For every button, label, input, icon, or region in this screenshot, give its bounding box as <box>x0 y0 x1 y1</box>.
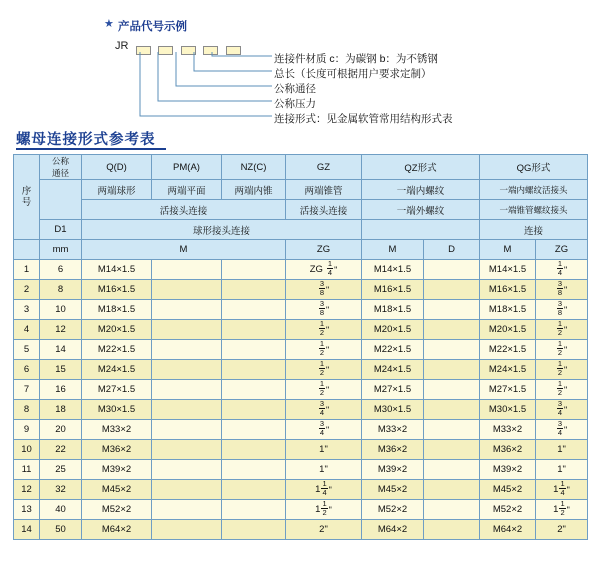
header-group-nz: NZ(C) <box>222 155 286 180</box>
cell-qz-d <box>424 440 480 460</box>
cell-qz-m: M16×1.5 <box>362 280 424 300</box>
header-shape-nz: 两端内锥 <box>222 180 286 200</box>
cell-dn: 50 <box>40 520 82 540</box>
cell-qz-d <box>424 340 480 360</box>
table-row <box>14 460 588 480</box>
header-conn-gz: 活接头连接 <box>286 200 362 220</box>
cell-qd: M64×2 <box>82 520 152 540</box>
header-unit-mm: mm <box>40 240 82 260</box>
cell-qg-zg: $\frac{1}{2}$ " <box>536 340 588 360</box>
cell-gz: 1" <box>286 440 362 460</box>
cell-index: 8 <box>14 400 40 420</box>
cell-dn: 20 <box>40 420 82 440</box>
cell-qz-m: M30×1.5 <box>362 400 424 420</box>
product-code-diagram <box>0 0 600 130</box>
table-row <box>14 520 588 540</box>
cell-qg-m: M36×2 <box>480 440 536 460</box>
header-group-qd: Q(D) <box>82 155 152 180</box>
cell-index: 1 <box>14 260 40 280</box>
cell-index: 6 <box>14 360 40 380</box>
cell-qz-d <box>424 380 480 400</box>
code-box <box>181 46 196 55</box>
header-group-qz: QZ形式 <box>362 155 480 180</box>
cell-qz-d <box>424 500 480 520</box>
cell-nz <box>222 300 286 320</box>
header-index-char2: 号 <box>21 197 32 208</box>
nut-connection-spec-table <box>13 154 588 540</box>
header-conn-qd-pm-nz: 活接头连接 <box>82 200 286 220</box>
cell-qg-m: M14×1.5 <box>480 260 536 280</box>
header-dn-l1: 公称 <box>51 156 69 166</box>
cell-qd: M33×2 <box>82 420 152 440</box>
cell-pm <box>152 460 222 480</box>
cell-dn: 12 <box>40 320 82 340</box>
cell-qg-zg: $\frac{1}{2}$ " <box>536 380 588 400</box>
cell-dn: 22 <box>40 440 82 460</box>
cell-nz <box>222 440 286 460</box>
cell-qd: M52×2 <box>82 500 152 520</box>
cell-gz: 1 $\frac{1}{4}$ " <box>286 480 362 500</box>
cell-gz: $\frac{1}{2}$ " <box>286 360 362 380</box>
cell-qd: M39×2 <box>82 460 152 480</box>
cell-nz <box>222 500 286 520</box>
cell-index: 13 <box>14 500 40 520</box>
cell-qz-m: M27×1.5 <box>362 380 424 400</box>
table-row <box>14 260 588 280</box>
header-unit-qz-m: M <box>362 240 424 260</box>
table-header-row-groups <box>14 155 588 180</box>
diagram-title: 产品代号示例 <box>118 21 187 33</box>
cell-qg-m: M33×2 <box>480 420 536 440</box>
cell-qd: M22×1.5 <box>82 340 152 360</box>
header-unit-qg-zg: ZG <box>536 240 588 260</box>
table-row <box>14 380 588 400</box>
cell-gz: 1" <box>286 460 362 480</box>
header-group-gz: GZ <box>286 155 362 180</box>
cell-qd: M16×1.5 <box>82 280 152 300</box>
header-dn-spacer <box>40 180 82 220</box>
cell-qz-m: M22×1.5 <box>362 340 424 360</box>
cell-index: 9 <box>14 420 40 440</box>
header-dn <box>40 155 82 180</box>
table-header-row-conn <box>14 200 588 220</box>
cell-nz <box>222 260 286 280</box>
cell-qg-m: M18×1.5 <box>480 300 536 320</box>
header-group-pm: PM(A) <box>152 155 222 180</box>
cell-gz: $\frac{1}{2}$ " <box>286 340 362 360</box>
cell-nz <box>222 520 286 540</box>
cell-pm <box>152 380 222 400</box>
cell-index: 3 <box>14 300 40 320</box>
cell-dn: 10 <box>40 300 82 320</box>
cell-pm <box>152 440 222 460</box>
spec-table-wrap <box>13 154 587 540</box>
cell-qg-m: M27×1.5 <box>480 380 536 400</box>
cell-index: 10 <box>14 440 40 460</box>
cell-pm <box>152 360 222 380</box>
cell-nz <box>222 420 286 440</box>
cell-index: 12 <box>14 480 40 500</box>
cell-qg-zg: $\frac{3}{8}$ " <box>536 300 588 320</box>
cell-qg-m: M22×1.5 <box>480 340 536 360</box>
cell-qg-zg: $\frac{3}{8}$ " <box>536 280 588 300</box>
cell-qz-m: M64×2 <box>362 520 424 540</box>
table-row <box>14 300 588 320</box>
header-shape-qg: 一端内螺纹活接头 <box>480 180 588 200</box>
cell-qz-m: M45×2 <box>362 480 424 500</box>
header-index <box>14 155 40 240</box>
cell-pm <box>152 520 222 540</box>
header-unit-qg-m: M <box>480 240 536 260</box>
header-unit-qz-d: D <box>424 240 480 260</box>
legend-connection-type: 连接形式：见金属软管常用结构形式表 <box>274 113 453 125</box>
table-body <box>14 260 588 540</box>
cell-gz: ZG $\frac{1}{4}$ " <box>286 260 362 280</box>
header-d1-ball: 球形接头连接 <box>82 220 362 240</box>
cell-gz: $\frac{3}{8}$ " <box>286 280 362 300</box>
cell-dn: 25 <box>40 460 82 480</box>
code-box <box>226 46 241 55</box>
cell-gz: $\frac{3}{4}$ " <box>286 400 362 420</box>
cell-qg-m: M39×2 <box>480 460 536 480</box>
cell-qg-zg: 1" <box>536 460 588 480</box>
cell-pm <box>152 280 222 300</box>
cell-qg-zg: 1 $\frac{1}{4}$ " <box>536 480 588 500</box>
header-shape-qz: 一端内螺纹 <box>362 180 480 200</box>
table-head <box>14 155 588 260</box>
cell-gz: 1 $\frac{1}{2}$ " <box>286 500 362 520</box>
cell-index: 7 <box>14 380 40 400</box>
cell-qz-m: M20×1.5 <box>362 320 424 340</box>
cell-qd: M20×1.5 <box>82 320 152 340</box>
code-box <box>158 46 173 55</box>
code-boxes <box>136 42 244 60</box>
cell-qd: M24×1.5 <box>82 360 152 380</box>
header-unit-zg: ZG <box>286 240 362 260</box>
table-row <box>14 440 588 460</box>
header-dn-l2: 通径 <box>51 168 69 178</box>
table-header-row-d1 <box>14 220 588 240</box>
cell-pm <box>152 480 222 500</box>
cell-qd: M18×1.5 <box>82 300 152 320</box>
cell-qg-zg: 2" <box>536 520 588 540</box>
cell-nz <box>222 280 286 300</box>
cell-gz: $\frac{1}{2}$ " <box>286 380 362 400</box>
cell-nz <box>222 460 286 480</box>
cell-dn: 14 <box>40 340 82 360</box>
cell-nz <box>222 340 286 360</box>
cell-pm <box>152 260 222 280</box>
cell-qg-m: M20×1.5 <box>480 320 536 340</box>
code-prefix: JR <box>115 40 129 52</box>
header-group-qg: QG形式 <box>480 155 588 180</box>
star-icon: ★ <box>104 18 114 30</box>
cell-qz-m: M33×2 <box>362 420 424 440</box>
cell-pm <box>152 500 222 520</box>
cell-index: 4 <box>14 320 40 340</box>
cell-qz-m: M36×2 <box>362 440 424 460</box>
cell-qg-zg: $\frac{3}{4}$ " <box>536 420 588 440</box>
cell-gz: $\frac{3}{4}$ " <box>286 420 362 440</box>
header-d1-qg: 连接 <box>480 220 588 240</box>
cell-qz-d <box>424 420 480 440</box>
cell-qz-d <box>424 260 480 280</box>
cell-qz-d <box>424 280 480 300</box>
table-row <box>14 420 588 440</box>
cell-gz: $\frac{1}{2}$ " <box>286 320 362 340</box>
legend-nominal-pressure: 公称压力 <box>274 98 316 110</box>
cell-qg-m: M52×2 <box>480 500 536 520</box>
header-shape-qd: 两端球形 <box>82 180 152 200</box>
cell-nz <box>222 380 286 400</box>
section-title: 螺母连接形式参考表 <box>16 132 156 148</box>
cell-qz-d <box>424 480 480 500</box>
cell-dn: 15 <box>40 360 82 380</box>
code-box <box>203 46 218 55</box>
cell-dn: 18 <box>40 400 82 420</box>
cell-pm <box>152 420 222 440</box>
table-row <box>14 400 588 420</box>
cell-dn: 40 <box>40 500 82 520</box>
cell-qz-d <box>424 460 480 480</box>
cell-qg-zg: 1 $\frac{1}{2}$ " <box>536 500 588 520</box>
cell-qz-d <box>424 400 480 420</box>
code-box <box>136 46 151 55</box>
cell-pm <box>152 320 222 340</box>
cell-qg-m: M45×2 <box>480 480 536 500</box>
cell-qz-d <box>424 320 480 340</box>
cell-nz <box>222 320 286 340</box>
header-unit-idx <box>14 240 40 260</box>
table-row <box>14 340 588 360</box>
header-index-char1: 序 <box>21 186 32 197</box>
table-row <box>14 480 588 500</box>
cell-qz-m: M14×1.5 <box>362 260 424 280</box>
cell-qd: M14×1.5 <box>82 260 152 280</box>
legend-nominal-diameter: 公称通径 <box>274 83 316 95</box>
cell-dn: 8 <box>40 280 82 300</box>
cell-qz-d <box>424 520 480 540</box>
cell-qz-m: M39×2 <box>362 460 424 480</box>
cell-qg-zg: $\frac{3}{4}$ " <box>536 400 588 420</box>
cell-nz <box>222 480 286 500</box>
cell-qg-m: M24×1.5 <box>480 360 536 380</box>
cell-dn: 6 <box>40 260 82 280</box>
header-shape-pm: 两端平面 <box>152 180 222 200</box>
section-underline <box>16 148 166 150</box>
header-conn-qz: 一端外螺纹 <box>362 200 480 220</box>
table-header-row-units <box>14 240 588 260</box>
cell-qg-zg: $\frac{1}{2}$ " <box>536 320 588 340</box>
cell-qg-zg: $\frac{1}{4}$ " <box>536 260 588 280</box>
cell-index: 2 <box>14 280 40 300</box>
cell-dn: 32 <box>40 480 82 500</box>
cell-nz <box>222 400 286 420</box>
cell-qz-m: M52×2 <box>362 500 424 520</box>
table-row <box>14 500 588 520</box>
table-row <box>14 320 588 340</box>
cell-qz-m: M24×1.5 <box>362 360 424 380</box>
legend-total-length: 总长（长度可根据用户要求定制） <box>274 68 432 80</box>
cell-qd: M36×2 <box>82 440 152 460</box>
cell-pm <box>152 340 222 360</box>
header-d1-qz <box>362 220 480 240</box>
cell-dn: 16 <box>40 380 82 400</box>
cell-qz-d <box>424 360 480 380</box>
cell-gz: 2" <box>286 520 362 540</box>
cell-index: 5 <box>14 340 40 360</box>
cell-qg-zg: 1" <box>536 440 588 460</box>
cell-qz-m: M18×1.5 <box>362 300 424 320</box>
cell-pm <box>152 400 222 420</box>
cell-qd: M45×2 <box>82 480 152 500</box>
cell-gz: $\frac{3}{8}$ " <box>286 300 362 320</box>
cell-pm <box>152 300 222 320</box>
legend-material: 连接件材质 c：为碳钢 b：为不锈钢 <box>274 53 438 65</box>
cell-qg-m: M30×1.5 <box>480 400 536 420</box>
table-row <box>14 280 588 300</box>
table-row <box>14 360 588 380</box>
cell-qg-m: M64×2 <box>480 520 536 540</box>
cell-qg-m: M16×1.5 <box>480 280 536 300</box>
header-shape-gz: 两端锥管 <box>286 180 362 200</box>
header-d1-label: D1 <box>40 220 82 240</box>
cell-index: 14 <box>14 520 40 540</box>
cell-qg-zg: $\frac{1}{2}$ " <box>536 360 588 380</box>
cell-nz <box>222 360 286 380</box>
cell-qd: M27×1.5 <box>82 380 152 400</box>
header-unit-m: M <box>82 240 286 260</box>
cell-qd: M30×1.5 <box>82 400 152 420</box>
cell-index: 11 <box>14 460 40 480</box>
cell-qz-d <box>424 300 480 320</box>
header-conn-qg: 一端锥管螺纹接头 <box>480 200 588 220</box>
table-header-row-shape <box>14 180 588 200</box>
